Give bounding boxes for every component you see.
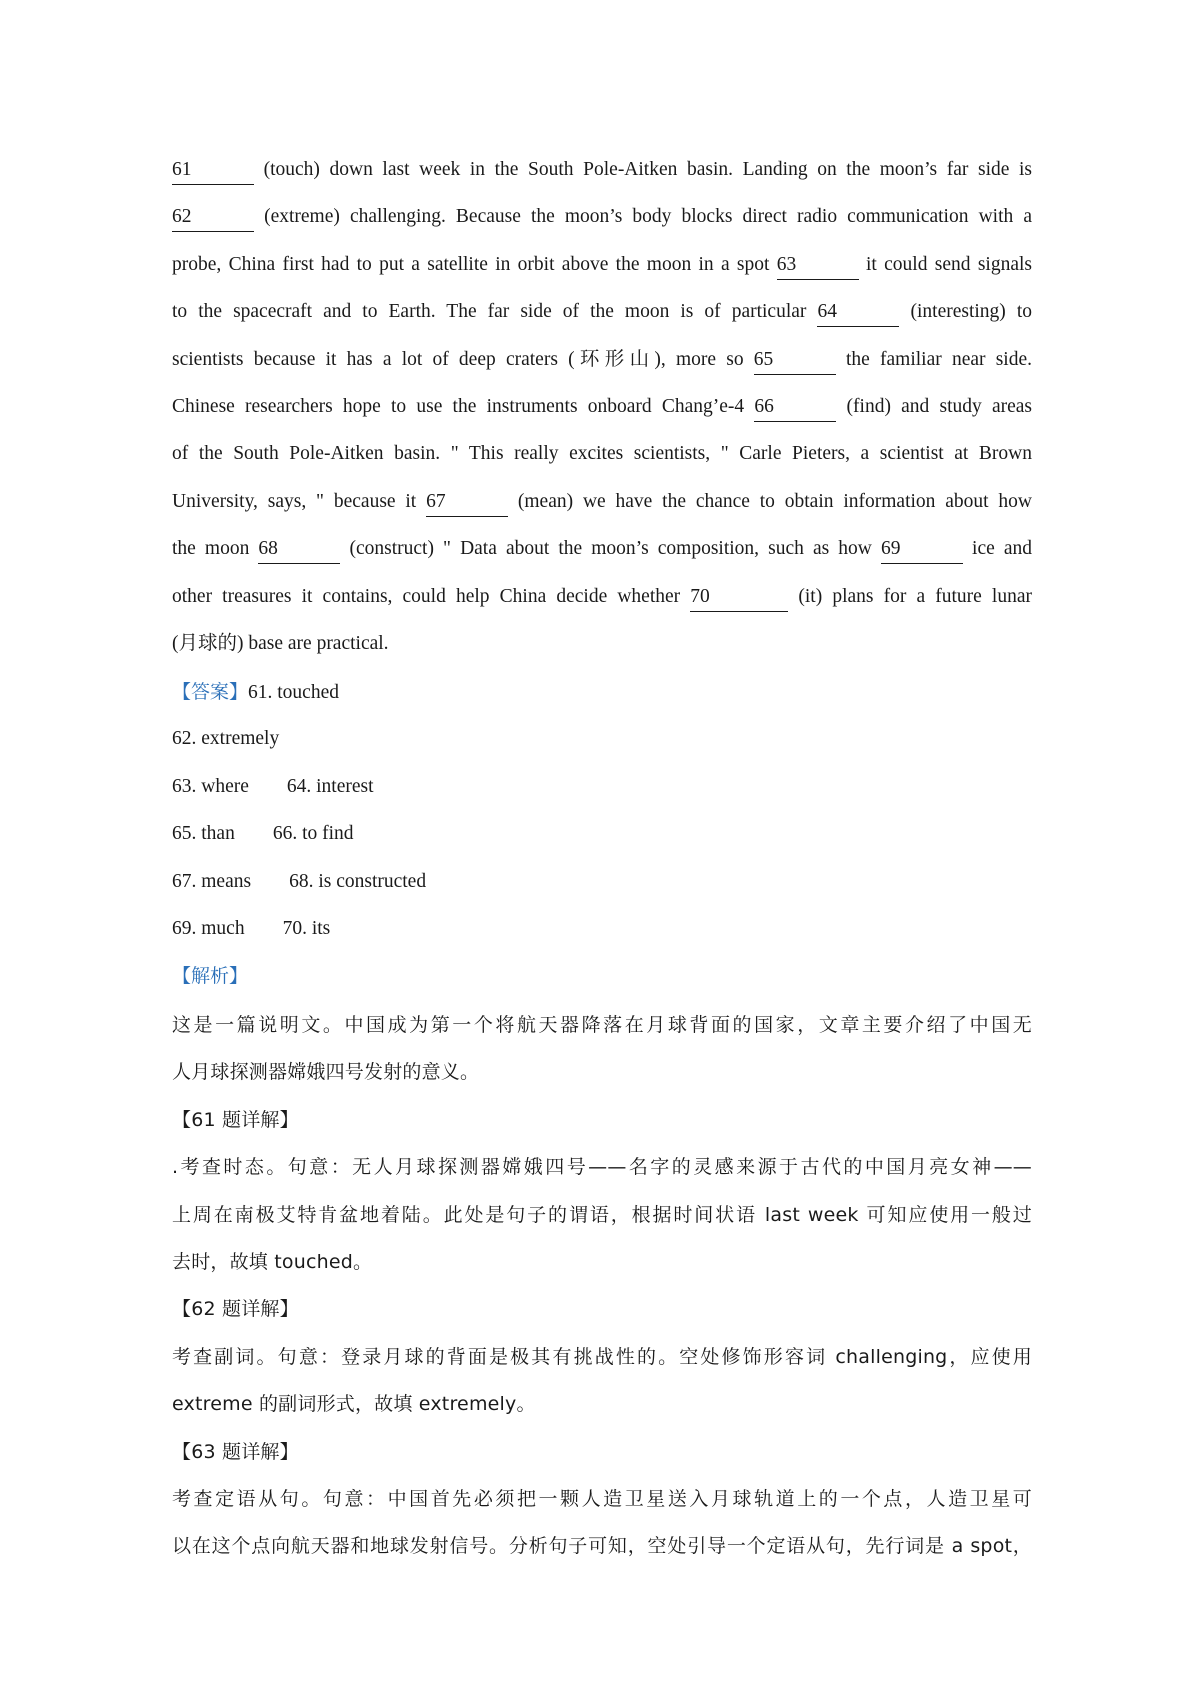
analysis-line: 人月球探测器嫦娥四号发射的意义。 xyxy=(172,1061,480,1084)
passage-line xyxy=(172,197,1032,244)
answer-row xyxy=(172,814,1032,861)
analysis-section xyxy=(172,1005,1032,1574)
passage-text: to the spacecraft and to Earth. The far side of the moon is of particular xyxy=(172,301,818,323)
answer-row xyxy=(172,909,1032,956)
passage-text: probe, China first had to put a satellite in orbit above the moon in a spot xyxy=(172,253,777,275)
analysis-tag-line xyxy=(172,956,1032,1003)
passage-text: ice and xyxy=(962,538,1032,560)
passage-line xyxy=(172,624,1032,671)
answer-item: 63. where xyxy=(172,775,249,797)
analysis-line: 【63 题详解】 xyxy=(172,1440,299,1463)
passage-text: (touch) down last week in the South Pole-Aitken basin. Landing on the moon’s far side is xyxy=(254,159,1032,180)
blank-65: 65 xyxy=(754,346,836,375)
blank-67: 67 xyxy=(426,488,508,517)
analysis-line: .考查时态。句意：无人月球探测器嫦娥四号——名字的灵感来源于古代的中国月亮女神—— xyxy=(172,1156,1032,1179)
analysis-line: 以在这个点向航天器和地球发射信号。分析句子可知，空处引导一个定语从句，先行词是 a spot， xyxy=(172,1535,1032,1558)
passage-text: scientists because it has a lot of deep craters (环形山), more so xyxy=(172,348,754,370)
analysis-line: 【61 题详解】 xyxy=(172,1108,299,1131)
analysis-line: extreme 的副词形式，故填 extremely。 xyxy=(172,1393,536,1416)
passage-line xyxy=(172,245,1032,292)
analysis-line: 这是一篇说明文。中国成为第一个将航天器降落在月球背面的国家，文章主要介绍了中国无 xyxy=(172,1014,1032,1036)
analysis-line: 【62 题详解】 xyxy=(172,1298,299,1321)
passage-text: (extreme) challenging. Because the moon’s body blocks direct radio communication with a xyxy=(254,206,1032,228)
answer-61: 61. touched xyxy=(248,682,339,703)
answer-row xyxy=(172,862,1032,909)
answer-item: 68. is constructed xyxy=(289,870,427,892)
answer-list xyxy=(172,719,1032,956)
passage-text: (interesting) to xyxy=(899,301,1032,323)
answer-item: 70. its xyxy=(282,917,331,939)
answer-item: 69. much xyxy=(172,917,245,939)
analysis-line: 去时，故填 touched。 xyxy=(172,1250,373,1273)
blank-70: 70 xyxy=(690,583,788,612)
passage-text: (it) plans for a future lunar xyxy=(788,585,1032,607)
passage-text: of the South Pole-Aitken basin. " This really excites scientists, " Carle Pieters, a scientist at Brown xyxy=(172,443,1032,465)
blank-69: 69 xyxy=(881,535,963,564)
analysis-line: 考查副词。句意：登录月球的背面是极其有挑战性的。空处修饰形容词 challenging，应使用 xyxy=(172,1345,1032,1368)
passage-text: Chinese researchers hope to use the instruments onboard Chang’e-4 xyxy=(172,395,755,417)
answer-item: 66. to find xyxy=(272,823,354,845)
answer-first-line xyxy=(172,672,1032,719)
blank-61: 61 xyxy=(172,156,254,185)
passage-text: University, says, " because it xyxy=(172,490,427,512)
passage xyxy=(172,150,1032,671)
passage-text: it could send signals xyxy=(858,253,1032,275)
blank-62: 62 xyxy=(172,203,254,232)
passage-line xyxy=(172,577,1032,624)
answer-item: 62. extremely xyxy=(172,728,280,750)
answer-item: 65. than xyxy=(172,823,235,845)
answer-section xyxy=(172,672,1032,1004)
passage-line xyxy=(172,434,1032,481)
passage-line xyxy=(172,482,1032,529)
passage-text: (construct) " Data about the moon’s composition, such as how xyxy=(340,538,881,560)
passage-text: the moon xyxy=(172,538,259,560)
analysis-line: 上周在南极艾特肯盆地着陆。此处是句子的谓语，根据时间状语 last week 可知应使用一般过 xyxy=(172,1203,1032,1226)
answer-row xyxy=(172,719,1032,766)
blank-64: 64 xyxy=(817,298,899,327)
answer-row xyxy=(172,767,1032,814)
analysis-tag: 【解析】 xyxy=(172,965,249,988)
answer-item: 64. interest xyxy=(286,775,374,797)
passage-line xyxy=(172,150,1032,197)
passage-text: other treasures it contains, could help China decide whether xyxy=(172,585,691,607)
passage-text: the familiar near side. xyxy=(835,348,1032,370)
passage-line xyxy=(172,340,1032,387)
blank-68: 68 xyxy=(258,535,340,564)
analysis-line: 考查定语从句。句意：中国首先必须把一颗人造卫星送入月球轨道上的一个点，人造卫星可 xyxy=(172,1487,1032,1510)
passage-text: (find) and study areas xyxy=(836,395,1032,417)
passage-line xyxy=(172,529,1032,576)
passage-line xyxy=(172,387,1032,434)
answer-tag: 【答案】 xyxy=(172,681,249,703)
blank-63: 63 xyxy=(777,251,859,280)
answer-item: 67. means xyxy=(172,870,252,892)
blank-66: 66 xyxy=(754,393,836,422)
passage-text: (mean) we have the chance to obtain information about how xyxy=(508,490,1032,512)
passage-text: (月球的) base are practical. xyxy=(172,632,389,654)
passage-line xyxy=(172,292,1032,339)
